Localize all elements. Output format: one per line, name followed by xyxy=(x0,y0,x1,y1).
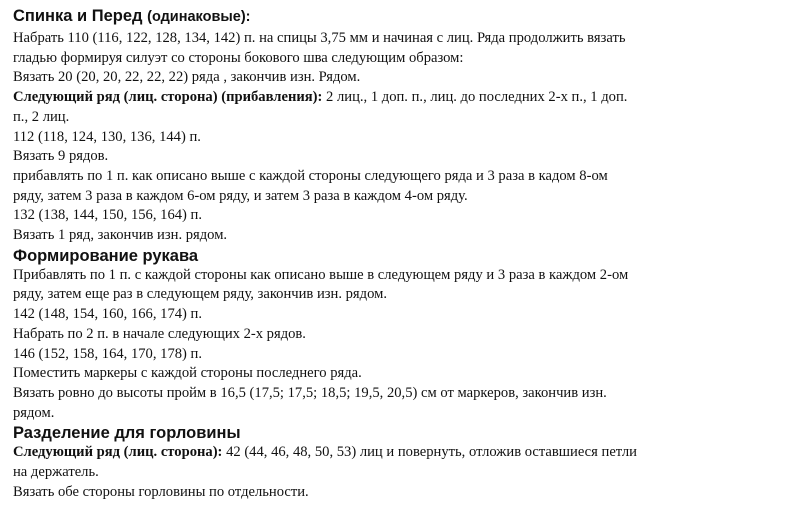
text-line: Набрать по 2 п. в начале следующих 2-х рядов. xyxy=(13,325,306,342)
text-line: гладью формируя силуэт со стороны бокового шва следующим образом: xyxy=(13,49,464,66)
text-line: на держатель. xyxy=(13,464,99,481)
text-line: ряду, затем еще раз в следующем ряду, закончив изн. рядом. xyxy=(13,286,387,303)
text-line: 146 (152, 158, 164, 170, 178) п. xyxy=(13,345,203,362)
text-line: Вязать 20 (20, 20, 22, 22, 22) ряда , закончив изн. Рядом. xyxy=(13,69,361,86)
text-line xyxy=(13,443,783,463)
text-line: Вязать обе стороны горловины по отдельности. xyxy=(13,483,309,500)
section-title-neck-division: Разделение для горловины xyxy=(13,424,241,443)
text-line: Вязать 9 рядов. xyxy=(13,148,109,165)
text-line xyxy=(13,88,783,108)
instruction-text: 42 (44, 46, 48, 50, 53) лиц и повернуть, отложив оставшиеся петли xyxy=(222,444,637,461)
text-line: 112 (118, 124, 130, 136, 144) п. xyxy=(13,128,201,145)
section-title-suffix: (одинаковые): xyxy=(147,9,251,25)
instruction-label: Следующий ряд (лиц. сторона) (прибавления): xyxy=(13,89,323,106)
text-line: прибавлять по 1 п. как описано выше с каждой стороны следующего ряда и 3 раза в кадом 8-ом xyxy=(13,167,608,184)
section-title-sleeve-shaping: Формирование рукава xyxy=(13,246,199,265)
text-line: Прибавлять по 1 п. с каждой стороны как описано выше в следующем ряду и 3 раза в каждом 2-ом xyxy=(13,266,629,283)
knitting-pattern-document xyxy=(13,6,783,502)
section-title-text: Спинка и Перед xyxy=(13,7,143,25)
section-title-back-and-front xyxy=(13,6,783,28)
instruction-text: 2 лиц., 1 доп. п., лиц. до последних 2-х п., 1 доп. xyxy=(322,89,628,106)
text-line: рядом. xyxy=(13,404,55,421)
text-line: Набрать 110 (116, 122, 128, 134, 142) п. на спицы 3,75 мм и начиная с лиц. Ряда продолжить вязать xyxy=(13,30,626,46)
text-line: Вязать 1 ряд, закончив изн. рядом. xyxy=(13,227,228,244)
text-line: Вязать ровно до высоты пройм в 16,5 (17,5; 17,5; 18,5; 19,5, 20,5) см от маркеров, закончив изн. xyxy=(13,384,607,401)
text-line: Поместить маркеры с каждой стороны последнего ряда. xyxy=(13,365,362,382)
text-line: 132 (138, 144, 150, 156, 164) п. xyxy=(13,207,203,224)
text-line: п., 2 лиц. xyxy=(13,108,70,125)
instruction-label: Следующий ряд (лиц. сторона): xyxy=(13,444,223,461)
text-line: ряду, затем 3 раза в каждом 6-ом ряду, и затем 3 раза в каждом 4-ом ряду. xyxy=(13,187,468,204)
text-line: 142 (148, 154, 160, 166, 174) п. xyxy=(13,306,203,323)
